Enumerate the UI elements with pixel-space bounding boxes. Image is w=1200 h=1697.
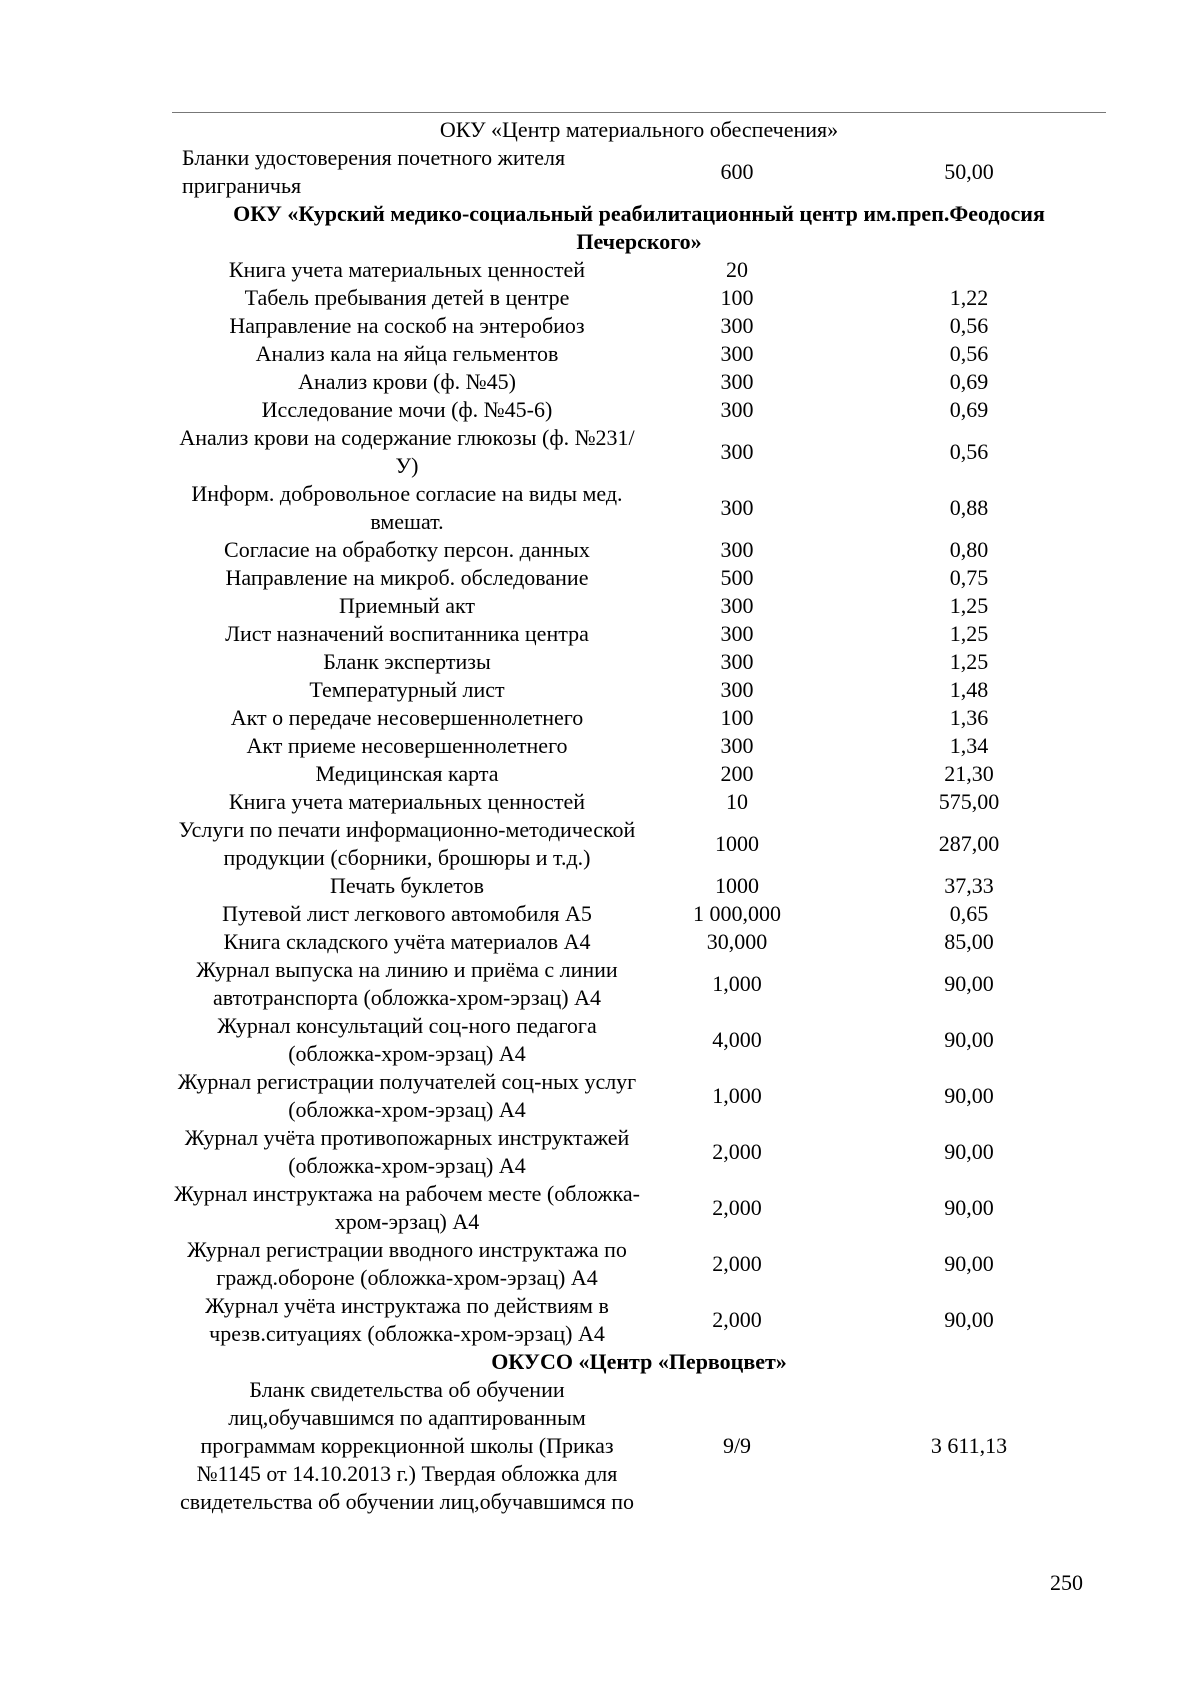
item-name: Книга складского учёта материалов А4: [223, 929, 591, 954]
item-price: 287,00: [938, 831, 1000, 856]
item-name: Книга учета материальных ценностей: [228, 257, 586, 282]
item-price: 0,65: [949, 901, 989, 926]
item-quantity: 9/9: [722, 1433, 752, 1458]
item-name: Услуги по печати информационно-методической продукции (сборники, брошюры и т.д.): [178, 817, 636, 870]
item-price: 90,00: [944, 1307, 994, 1332]
item-quantity: 4,000: [712, 1027, 762, 1052]
table-row: [172, 760, 1106, 788]
table-row: [172, 900, 1106, 928]
item-price: 0,69: [949, 397, 989, 422]
section-title: ОКУ «Центр материального обеспечения»: [439, 117, 839, 142]
item-price: 0,56: [949, 439, 989, 464]
item-price: 90,00: [944, 1251, 994, 1276]
item-name: Анализ крови (ф. №45): [298, 369, 516, 394]
item-quantity: 20: [726, 257, 748, 282]
item-price: 1,25: [949, 649, 989, 674]
price-table: [172, 116, 1106, 1516]
item-quantity: 30,000: [706, 929, 768, 954]
item-price: 1,25: [949, 621, 989, 646]
item-quantity: 300: [720, 341, 754, 366]
item-quantity: 300: [720, 593, 754, 618]
item-quantity: 10: [726, 789, 748, 814]
table-row: [172, 872, 1106, 900]
item-quantity: 300: [720, 439, 754, 464]
item-price: 0,80: [949, 537, 989, 562]
item-price: 1,48: [949, 677, 989, 702]
item-price: 90,00: [944, 1139, 994, 1164]
item-quantity: 2,000: [712, 1307, 762, 1332]
item-price: 85,00: [944, 929, 994, 954]
table-row: [172, 424, 1106, 480]
section-title: ОКУ «Курский медико-социальный реабилитационный центр им.преп.Феодосия Печерского»: [233, 201, 1045, 254]
item-price: 0,88: [949, 495, 989, 520]
item-name: Анализ кала на яйца гельментов: [255, 341, 559, 366]
table-row: [172, 1124, 1106, 1180]
item-price: 21,30: [944, 761, 994, 786]
item-price: 575,00: [938, 789, 1000, 814]
item-name: Информ. добровольное согласие на виды мед. вмешат.: [191, 481, 623, 534]
item-name: Анализ крови на содержание глюкозы (ф. №231/У): [179, 425, 635, 478]
table-row: [172, 564, 1106, 592]
table-row: [172, 284, 1106, 312]
item-price: 90,00: [944, 1027, 994, 1052]
item-name: Бланки удостоверения почетного жителя приграничья: [182, 145, 566, 198]
item-name: Журнал инструктажа на рабочем месте (обложка-хром-эрзац) А4: [174, 1181, 640, 1234]
item-name: Табель пребывания детей в центре: [244, 285, 570, 310]
table-row: [172, 732, 1106, 760]
item-price: 50,00: [944, 159, 994, 184]
item-quantity: 300: [720, 677, 754, 702]
item-name: Журнал учёта инструктажа по действиям в чрезв.ситуациях (обложка-хром-эрзац) А4: [205, 1293, 609, 1346]
item-quantity: 2,000: [712, 1251, 762, 1276]
item-price: 0,75: [949, 565, 989, 590]
table-row: [172, 676, 1106, 704]
item-price: 37,33: [944, 873, 994, 898]
item-name: Печать буклетов: [329, 873, 484, 898]
item-name: Журнал учёта противопожарных инструктажей (обложка-хром-эрзац) А4: [184, 1125, 630, 1178]
table-row: [172, 1012, 1106, 1068]
item-quantity: 300: [720, 495, 754, 520]
item-quantity: 2,000: [712, 1195, 762, 1220]
item-price: 1,25: [949, 593, 989, 618]
item-quantity: 300: [720, 621, 754, 646]
table-row: [172, 788, 1106, 816]
table-row: [172, 592, 1106, 620]
item-price: 1,22: [949, 285, 989, 310]
item-price: 90,00: [944, 1083, 994, 1108]
item-quantity: 1,000: [712, 971, 762, 996]
table-row: [172, 704, 1106, 732]
item-quantity: 1 000,000: [693, 901, 781, 926]
table-row: [172, 340, 1106, 368]
item-price: 3 611,13: [930, 1433, 1008, 1458]
item-price: 1,36: [949, 705, 989, 730]
item-name: Согласие на обработку персон. данных: [224, 537, 590, 562]
item-quantity: 1,000: [712, 1083, 762, 1108]
item-quantity: 300: [720, 369, 754, 394]
item-quantity: 300: [720, 649, 754, 674]
item-quantity: 100: [720, 705, 754, 730]
table-row: [172, 1376, 1106, 1516]
table-row: [172, 816, 1106, 872]
item-name: Журнал регистрации получателей соц-ных услуг (обложка-хром-эрзац) А4: [177, 1069, 637, 1122]
item-name: Лист назначений воспитанника центра: [225, 621, 589, 646]
item-quantity: 300: [720, 313, 754, 338]
item-name: Журнал выпуска на линию и приёма с линии автотранспорта (обложка-хром-эрзац) А4: [196, 957, 618, 1010]
item-name: Медицинская карта: [315, 761, 499, 786]
table-row: [172, 956, 1106, 1012]
item-name: Исследование мочи (ф. №45-6): [261, 397, 553, 422]
item-quantity: 500: [720, 565, 754, 590]
table-row: [172, 480, 1106, 536]
table-row: [172, 1068, 1106, 1124]
table-row: [172, 1180, 1106, 1236]
table-row: [172, 312, 1106, 340]
table-row: [172, 620, 1106, 648]
item-name: Направление на микроб. обследование: [225, 565, 589, 590]
item-quantity: 2,000: [712, 1139, 762, 1164]
section-title: ОКУСО «Центр «Первоцвет»: [491, 1349, 787, 1374]
item-price: 90,00: [944, 1195, 994, 1220]
table-row: [172, 1236, 1106, 1292]
table-row: [172, 648, 1106, 676]
item-name: Бланк свидетельства об обучении лиц,обучавшимся по адаптированным программам коррекционной школы (Приказ №1145 от 14.10.2013 г.) Твердая обложка для свидетельства об обучении лиц,обучавшимся по: [179, 1377, 635, 1514]
item-price: 0,56: [949, 313, 989, 338]
table-row: [172, 928, 1106, 956]
item-price: 90,00: [944, 971, 994, 996]
table-row: [172, 368, 1106, 396]
item-quantity: 1000: [715, 873, 759, 898]
item-quantity: 300: [720, 733, 754, 758]
item-name: Путевой лист легкового автомобиля А5: [222, 901, 592, 926]
item-quantity: 200: [720, 761, 754, 786]
item-price: 0,69: [949, 369, 989, 394]
item-quantity: 300: [720, 537, 754, 562]
item-name: Направление на соскоб на энтеробиоз: [229, 313, 585, 338]
table-row: [172, 536, 1106, 564]
item-quantity: 1000: [715, 831, 759, 856]
table-row: [172, 256, 1106, 284]
item-quantity: 300: [720, 397, 754, 422]
page-number: 250: [1050, 1570, 1083, 1595]
table-row: [172, 396, 1106, 424]
item-price: 0,56: [949, 341, 989, 366]
item-name: Приемный акт: [339, 593, 475, 618]
item-name: Акт о передаче несовершеннолетнего: [230, 705, 584, 730]
item-name: Журнал консультаций соц-ного педагога (обложка-хром-эрзац) А4: [217, 1013, 597, 1066]
header-rule: [172, 112, 1106, 113]
item-quantity: 100: [720, 285, 754, 310]
item-quantity: 600: [720, 159, 754, 184]
item-name: Температурный лист: [309, 677, 505, 702]
item-name: Журнал регистрации вводного инструктажа по гражд.обороне (обложка-хром-эрзац) А4: [187, 1237, 627, 1290]
item-name: Книга учета материальных ценностей: [228, 789, 586, 814]
table-row: [172, 1292, 1106, 1348]
item-name: Акт приеме несовершеннолетнего: [246, 733, 568, 758]
item-name: Бланк экспертизы: [323, 649, 491, 674]
table-row: [172, 144, 1106, 200]
item-price: 1,34: [949, 733, 989, 758]
